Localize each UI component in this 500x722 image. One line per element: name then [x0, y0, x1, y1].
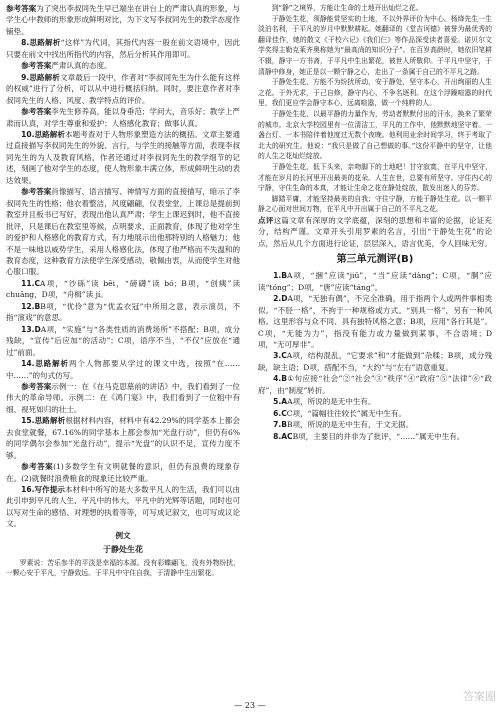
- answer-label: 13.D: [21, 324, 41, 334]
- answer-label: 参考答案: [21, 61, 52, 71]
- answer-label: 2.D: [273, 294, 288, 304]
- paragraph-text: (1)多数学生有文明就餐的意识，但仍有浪费的现象存在。(2)就餐时浪费粮食的现象还比较严重。: [6, 462, 240, 483]
- answer-label: 10.思路解析: [21, 129, 65, 139]
- paragraph-text: 示例一：在《在马克思墓前的讲话》中，我们看到了一位伟大的革命导师。示例二：在《鸿门宴》中，我们看到了一位粗中有细、视死如归的壮士。: [6, 381, 240, 414]
- paragraph: [6, 129, 240, 186]
- paragraph-text: ①句应接“社会”②“社会”③“秩序”④“政府”⑤“法律”⑥“政府”，由“制度”转折。: [258, 374, 492, 395]
- paragraph: [258, 14, 492, 78]
- paragraph-text: 脚踏平庸，才能坚持最美的自我；守住宁静，方能于静处生花。以一颗平静之心面对世间万物，在平凡中开出属于自己的不平凡之花。: [258, 194, 492, 214]
- answer-label: 参考答案: [21, 187, 52, 197]
- paragraph: [6, 72, 240, 106]
- paragraph-text: 于静处生花: [103, 545, 143, 555]
- paragraph-text: A项，“沙砾”读 bēi，“磅礴”读 bó；B项，“创痍”读 chuāng，D项，“舟楫”读 jí。: [6, 278, 240, 300]
- paragraph-text: B项，“优伶”意为“优孟衣冠”中所用之意，表示演员，不指“演戏”的意思。: [6, 301, 240, 323]
- paragraph-text: 于静处生花，低下头来，亲吻脚下的土地吧！甘守寂寞，在平凡中坚守，才能在岁月的长河里开出最美的花朵。人生在世，总要有所坚守。守住内心的宁静，守住生命的本真，才能让生命之花在静处绽放，散发出迷人的芬芳。: [258, 162, 492, 193]
- paragraph-text: B项，主要目的并非为了批评，“……”属无中生有。: [292, 431, 465, 441]
- paragraph-text: A项，“无独有偶”，不完全准确，用于指两个人或两件事相类似。“不胫一格”，不拘于一种规格或方式。“别具一格”，另有一种风格。这里形容与众不同、具有独特风格之意；B项，应用“各行其是”。C项，“无能为力”，指没有能力或力量做到某事，不合语境；D项，“无可厚非”。: [258, 294, 492, 349]
- paragraph-text: 例文: [115, 530, 131, 540]
- paragraph: [258, 350, 492, 373]
- paragraph-text: 本题考查对于人物形象塑造方法的概括。文章主要通过直接描写李叔同先生的外貌、言行，与学生的接触等方面，表现李叔同先生的为人及教育风格，作者还通过对李叔同先生的教学细节的记述，刻画了他对学生的态度，使人物形象丰满立体，形成鲜明生动的表达效果。: [6, 129, 240, 185]
- answer-label: 8.AC: [273, 431, 293, 441]
- answer-label: 5.A: [273, 397, 288, 407]
- paragraph: [258, 419, 492, 430]
- answer-label: 14.思路解析: [21, 359, 69, 369]
- paragraph-text: 本材料中所写的是大多数平凡人的生活，我们可以由此引申到平凡的人生、平凡中的伟大，平凡中的光辉等话题，同时也可以写对生命的感悟、对理想的执着等等，可写成记叙文，也可写成议论文。: [6, 485, 240, 529]
- paragraph-text: 李先生修养高，能以身垂范；学问大，音乐好；教学上严肃而认真，对学生尊重和爱护；人格感化教育；做事认真。: [6, 107, 240, 128]
- watermark-logo: 答案圈: [463, 690, 496, 703]
- paragraph-text: 两个人物都要从学过的课文中选，按照“在……中……”的句式仿写。: [6, 359, 240, 380]
- answer-label: 8.思路解析: [21, 38, 61, 48]
- paragraph: [258, 293, 492, 350]
- paragraph: [258, 408, 492, 419]
- paragraph-text: 根据材料内容，材料中有42.29%的同学基本上都会去食堂就餐，67.16%的同学基本上都会参加“光盘行动”，但仍有6%的同学偶尔会参加“光盘行动”，提示“光盘”的认识不足，宣传力度不够。: [6, 416, 240, 460]
- right-column: [258, 3, 492, 693]
- paragraph-text: 这篇文章有深厚的文学底蕴，深刻的思想和丰富的论据，论证充分，结构严谨。文章开头引用罗素的名言，引出“于静处生花”的论点，然后从几个方面进行论证，层层深入，语言优美，令人回味无穷。: [258, 215, 492, 248]
- paragraph-text: 肖像描写、语言描写、神情写方面的直接描写，暗示了李叔同先生的性格；他衣着整洁，风度翩翩，仪表堂堂，上课总是提前到教室并且板书已写好，表现出他认真严肃；学生上课迟到时，他不直接批评，只是课后在教室里等候，点明要求，正面教育，体现了他对学生的爱护和人格感化的教育方式，有力地展示出他那特别的人格魅力；他不是一味地以威势学生，采用人格感化法，体现了他严格而不失温和的教育态度，这种教育方法使学生深受感动，敬佩由衷，从而使学生对他心服口服。: [6, 187, 240, 277]
- paragraph-text: A项，“实施”与“各类性质的消费场所”不搭配；B项，成分残缺，“宣传”后应加“的活动”；C项，语序不当，“不仅”应放在“通过”前面。: [6, 324, 240, 357]
- answer-label: 12.B: [21, 301, 41, 311]
- paragraph-text: A项，“捆”应读“jiǔ”，“当”应读“dàng”；C项，“胴”应读“tóng”；D项，“唐”应读“táng”。: [258, 271, 492, 292]
- left-column: [6, 3, 240, 693]
- paragraph-text: 严肃认真的态度。: [51, 61, 112, 71]
- paragraph: [258, 3, 492, 14]
- answer-label: 3.C: [273, 351, 287, 361]
- answer-label: 参考答案: [21, 381, 52, 391]
- paragraph: [6, 106, 240, 129]
- paragraph: [6, 381, 240, 415]
- answer-label: 6.C: [273, 408, 287, 418]
- answer-label: 4.B: [273, 374, 287, 384]
- paragraph: [258, 215, 492, 249]
- paragraph: [6, 358, 240, 381]
- paragraph: [6, 484, 240, 530]
- paragraph: [6, 558, 240, 579]
- paragraph-text: B项，所说的是无中生有，于文无据。: [286, 420, 414, 430]
- paragraph-text: 为了突出李叔同先生早已端坐在讲台上的严肃认真的形象，与学生心中教师的形象形成鲜明对比，为下文写李叔同先生的教学态度作铺垫。: [6, 4, 240, 36]
- paragraph: [258, 162, 492, 194]
- paragraph: [258, 396, 492, 407]
- paragraph: [258, 431, 492, 442]
- paragraph: [6, 186, 240, 278]
- paragraph: [6, 3, 240, 37]
- paragraph-text: C项，“篇幅往往较长”属无中生有。: [286, 408, 406, 418]
- paragraph-text: A项，所说的是无中生有。: [287, 397, 376, 407]
- paragraph: [6, 301, 240, 324]
- paragraph: [6, 530, 240, 541]
- paragraph: [258, 109, 492, 162]
- answer-label: 参考答案: [21, 107, 52, 117]
- answer-label: 参考答案: [21, 462, 54, 472]
- paragraph-text: 罗素说：苦乐参半的平淡是幸福的本源。没有彩蝶翩飞，没有外物纷扰，一颗心安于平凡，宁静致远。于平凡中守住自我，于清静中生出繁花。: [6, 558, 240, 578]
- paragraph-text: 到“静”之境界，方能让生命的土地开出灿烂之花。: [271, 4, 423, 12]
- page-number: — 23 —: [234, 701, 266, 710]
- paragraph-text: 于静处生花，须静能赏坚实的土地，不以外界评价为中心。杨绛先生一生淡泊名利，于平凡的岁月中默默耕耘。她翻译的《堂吉诃德》被誉为最优秀的翻译佳作，她的散文《干校六记》《我们仨》等作品深受读者喜爱。诺贝尔文学奖得主勒克莱齐奥称她为“最高尚的知识分子”。在百岁高龄时，她依旧笔耕不辍，静守一方书斋，于平凡中生出繁花，被世人所敬仰。于平凡中坚守，于清静中修身，她正是以一颗宁静之心，走出了一条属于自己的不平凡之路。: [258, 14, 492, 76]
- answer-label: 1.B: [273, 271, 287, 281]
- paragraph: [258, 270, 492, 293]
- paragraph: [6, 37, 240, 60]
- paragraph: [258, 252, 492, 267]
- paragraph-text: 于静处生花，方能不为纷扰所动，安于静处，坚守本心，开出绚丽的人生之花。于外无求，于己自修，静守内心，不争名逐利。在这个浮躁喧嚣的时代里，我们更应学会静守本心，远离喧嚣，做一个纯粹的人。: [258, 78, 492, 108]
- answer-label: 点评: [258, 215, 274, 225]
- paragraph-text: 于静处生花，以最平静的力量作为，劳动者默默付出的汗水，换来了繁荣的城市。北京大学校园里有一位清洁工，平凡的工作中，他默默地坚守着。一盏台灯、一本书陪伴着他度过无数个夜晚。他利用业余时间学习，终于考取了北大的研究生。他说：“我只是做了自己想做的事。”这份平静中的坚守，让他的人生之花灿烂绽放。: [258, 109, 492, 161]
- paragraph: [6, 278, 240, 301]
- answer-label: 16.写作提示: [21, 485, 65, 495]
- paragraph: [258, 194, 492, 215]
- answer-label: 参考答案: [6, 4, 37, 13]
- paragraph: [258, 77, 492, 109]
- paragraph-text: 文章最后一段中，作者对“李叔同先生为什么能有这样的权威”进行了分析，可以从中进行概括归纳。同时，要注意作者对李叔同先生的人格、风度、教学特点的评价。: [6, 72, 240, 105]
- answer-label: 7.B: [273, 420, 287, 430]
- paragraph-text: A项，结构混乱，“它要求”和“才能做到”杂糅；B项，成分残缺，缺主语；D项，搭配不当，“大约”与“左右”语意重复。: [258, 351, 492, 372]
- answer-label: 11.C: [21, 278, 41, 288]
- paragraph: [6, 415, 240, 461]
- paragraph: [6, 60, 240, 71]
- paragraph: [6, 461, 240, 484]
- answer-label: 9.思路解析: [21, 72, 60, 82]
- paragraph-text: 第三单元测评(B): [336, 254, 414, 266]
- paragraph: [258, 373, 492, 396]
- paragraph: [6, 324, 240, 358]
- answer-label: 15.思路解析: [21, 416, 66, 426]
- paragraph-text: “这样”为代词，其指代内容一般在前文语境中，因此只要在前文中找出所指代的内容，然后分析其作用即可。: [6, 38, 240, 59]
- paragraph: [6, 544, 240, 555]
